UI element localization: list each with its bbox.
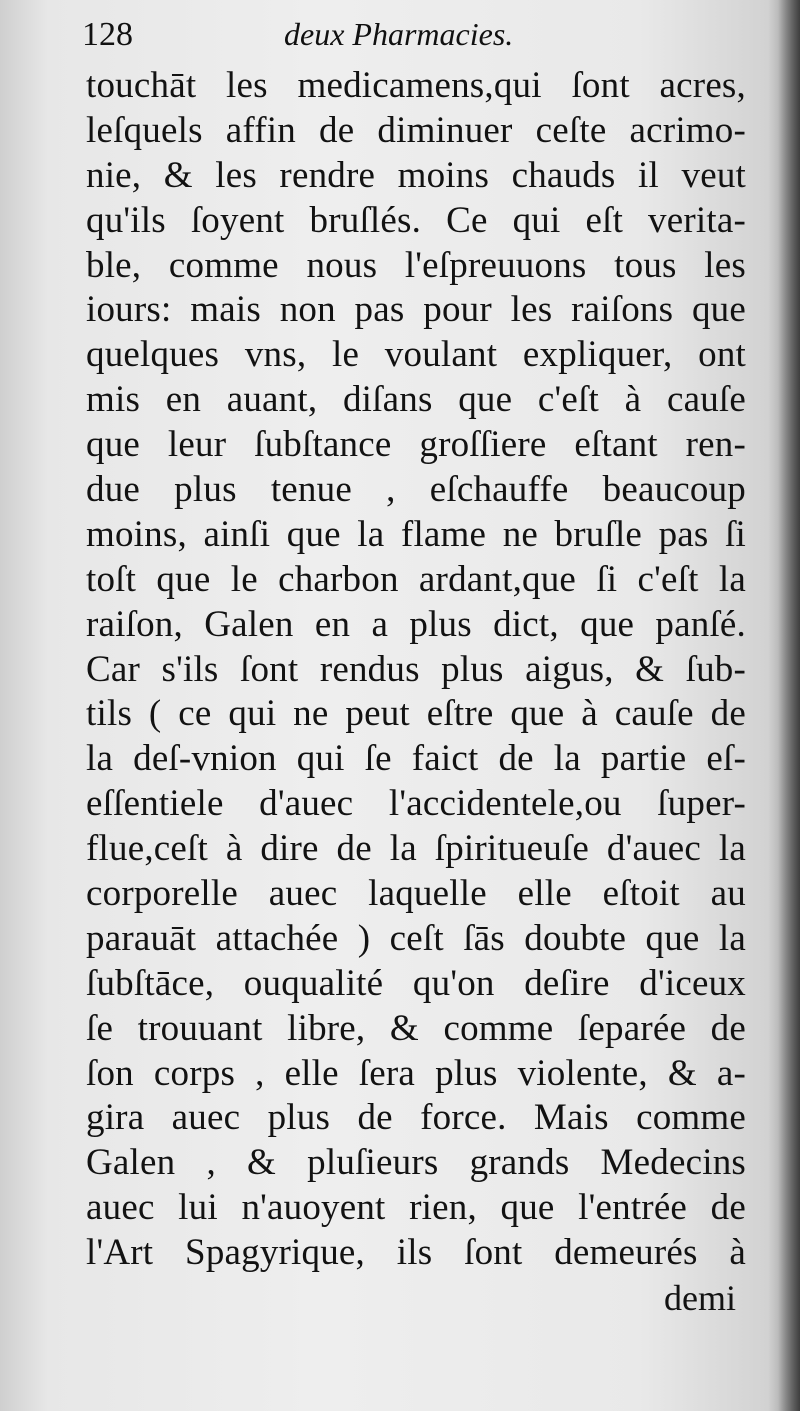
text-line: l'Art Spagyrique, ils ſont demeurés à xyxy=(86,1232,746,1274)
catchword: demi xyxy=(664,1278,736,1318)
text-line: la deſ-vnion qui ſe faict de la partie eſ- xyxy=(86,738,746,780)
text-line: leſquels affin de diminuer ceſte acrimo- xyxy=(86,109,746,151)
text-line: quelques vns, le voulant expliquer, ont xyxy=(86,334,746,376)
text-line: qu'ils ſoyent bruſlés. Ce qui eſt verita- xyxy=(86,199,746,241)
text-line: toſt que le charbon ardant,que ſi c'eſt la xyxy=(86,558,746,600)
page-number: 128 xyxy=(82,16,133,53)
text-line: nie, & les rendre moins chauds il veut xyxy=(86,154,746,196)
text-line: eſſentiele d'auec l'accidentele,ou ſuper- xyxy=(86,783,746,825)
text-line: mis en auant, diſans que c'eſt à cauſe xyxy=(86,379,746,421)
text-line: ble, comme nous l'eſpreuuons tous les xyxy=(86,244,746,286)
text-line: ſubſtāce, ouqualité qu'on deſire d'iceux xyxy=(86,962,746,1004)
text-line: gira auec plus de force. Mais comme xyxy=(86,1097,746,1139)
text-line: touchāt les medicamens,qui ſont acres, xyxy=(86,65,746,106)
text-line: raiſon, Galen en a plus dict, que panſé. xyxy=(86,603,746,645)
text-line: moins, ainſi que la flame ne bruſle pas ſi xyxy=(86,513,746,555)
page-edge-shadow xyxy=(778,0,800,1411)
text-line: Car s'ils ſont rendus plus aigus, & ſub- xyxy=(86,648,746,690)
text-line: parauāt attachée ) ceſt ſās doubte que la xyxy=(86,917,746,959)
text-line: due plus tenue , eſchauffe beaucoup xyxy=(86,469,746,511)
body-text xyxy=(86,64,746,1276)
running-head xyxy=(82,14,742,58)
text-line: que leur ſubſtance groſſiere eſtant ren- xyxy=(86,424,746,466)
text-line: Galen , & pluſieurs grands Medecins xyxy=(86,1142,746,1184)
text-line: flue,ceſt à dire de la ſpiritueuſe d'auec la xyxy=(86,828,746,870)
catchword-row xyxy=(86,1276,736,1320)
text-line: ſon corps , elle ſera plus violente, & a- xyxy=(86,1052,746,1094)
text-line: iours: mais non pas pour les raiſons que xyxy=(86,289,746,331)
text-line: ſe trouuant libre, & comme ſeparée de xyxy=(86,1007,746,1049)
text-line: corporelle auec laquelle elle eſtoit au xyxy=(86,873,746,915)
text-line: tils ( ce qui ne peut eſtre que à cauſe de xyxy=(86,693,746,735)
running-title: deux Pharmacies. xyxy=(284,16,514,52)
text-line: auec lui n'auoyent rien, que l'entrée de xyxy=(86,1187,746,1229)
